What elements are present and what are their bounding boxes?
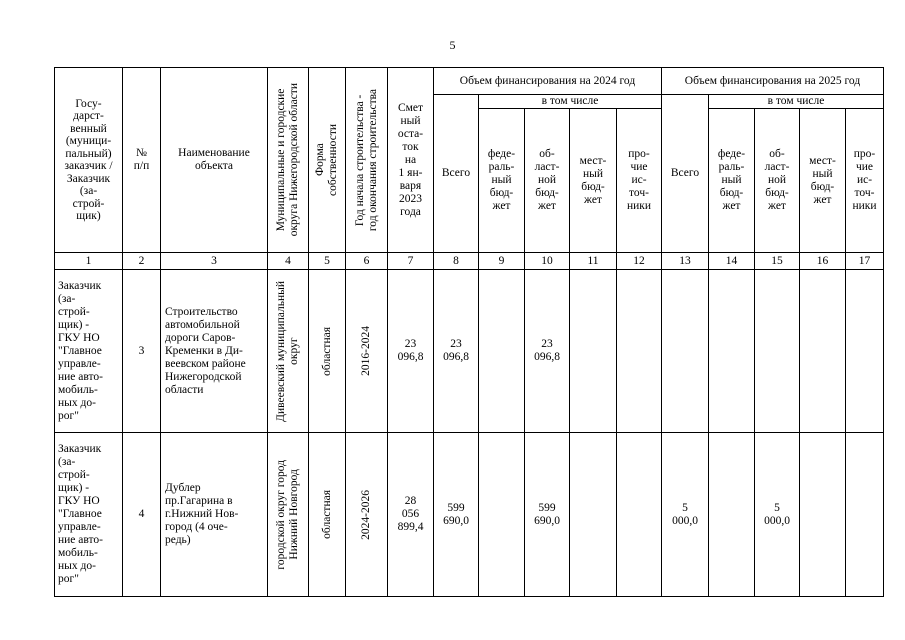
row-regional-2024: 599 690,0: [525, 433, 570, 597]
row-municipal-cell: [268, 270, 309, 433]
header-municipal: Муниципальные и городские округа Нижегородской области: [275, 83, 300, 237]
column-number: 15: [755, 253, 800, 270]
row-other-2024: [617, 433, 662, 597]
row-local-2024: [570, 433, 617, 597]
row-num: 4: [123, 433, 161, 597]
row-customer: Заказчик (за- строй- щик) - ГКУ НО "Главное управле- ние авто- мобиль- ных до- рог": [55, 433, 123, 597]
header-other-2025: про- чие ис- точ- ники: [846, 109, 884, 253]
header-including-2025: в том числе: [709, 95, 884, 109]
header-years-cell: [346, 68, 388, 253]
row-ownership-cell: [309, 433, 346, 597]
row-local-2025: [800, 270, 846, 433]
header-including-2024: в том числе: [479, 95, 662, 109]
page-number: 5: [449, 38, 456, 52]
row-other-2024: [617, 270, 662, 433]
header-total-2025: Всего: [662, 95, 709, 253]
row-total-2024: 23 096,8: [434, 270, 479, 433]
header-funding-2024: Объем финансирования на 2024 год: [434, 68, 662, 95]
table-row: [55, 433, 884, 597]
header-federal-2024: феде- раль- ный бюд- жет: [479, 109, 525, 253]
row-ownership: областная: [320, 326, 333, 376]
row-regional-2025: [755, 270, 800, 433]
header-municipal-cell: [268, 68, 309, 253]
column-number: 11: [570, 253, 617, 270]
table-row: [55, 270, 884, 433]
header-customer: Госу- дарст- венный (муници- пальный) заказчик / Заказчик (за- строй- щик): [55, 68, 123, 253]
column-number: 4: [268, 253, 309, 270]
row-regional-2024: 23 096,8: [525, 270, 570, 433]
column-number: 9: [479, 253, 525, 270]
header-regional-2024: об- ласт- ной бюд- жет: [525, 109, 570, 253]
header-object-name: Наименование объекта: [161, 68, 268, 253]
header-total-2024: Всего: [434, 95, 479, 253]
row-municipal-cell: [268, 433, 309, 597]
row-municipal: городской округ город Нижний Новгород: [275, 459, 300, 570]
column-number: 2: [123, 253, 161, 270]
column-number: 13: [662, 253, 709, 270]
row-customer: Заказчик (за- строй- щик) - ГКУ НО "Главное управле- ние авто- мобиль- ных до- рог": [55, 270, 123, 433]
column-numbers-row: [55, 253, 884, 270]
column-number: 16: [800, 253, 846, 270]
column-number: 14: [709, 253, 755, 270]
header-other-2024: про- чие ис- точ- ники: [617, 109, 662, 253]
row-federal-2024: [479, 433, 525, 597]
row-total-2025: 5 000,0: [662, 433, 709, 597]
header-local-2025: мест- ный бюд- жет: [800, 109, 846, 253]
row-years-cell: [346, 270, 388, 433]
header-local-2024: мест- ный бюд- жет: [570, 109, 617, 253]
header-regional-2025: об- ласт- ной бюд- жет: [755, 109, 800, 253]
row-estimate: 28 056 899,4: [388, 433, 434, 597]
row-ownership-cell: [309, 270, 346, 433]
header-ownership-cell: [309, 68, 346, 253]
row-total-2024: 599 690,0: [434, 433, 479, 597]
column-number: 7: [388, 253, 434, 270]
column-number: 10: [525, 253, 570, 270]
row-local-2024: [570, 270, 617, 433]
row-object-name: Дублер пр.Гагарина в г.Нижний Нов- город (4 оче- редь): [161, 433, 268, 597]
row-ownership: областная: [320, 490, 333, 539]
row-years: 2016-2024: [360, 326, 372, 376]
column-number: 1: [55, 253, 123, 270]
row-years-cell: [346, 433, 388, 597]
header-funding-2025: Объем финансирования на 2025 год: [662, 68, 884, 95]
column-number: 5: [309, 253, 346, 270]
row-other-2025: [846, 270, 884, 433]
row-other-2025: [846, 433, 884, 597]
column-number: 6: [346, 253, 388, 270]
row-object-name: Строительство автомобильной дороги Саров- Кременки в Ди- веевском районе Нижегородской области: [161, 270, 268, 433]
row-regional-2025: 5 000,0: [755, 433, 800, 597]
row-municipal: Дивеевский муниципальный округ: [275, 280, 300, 422]
row-local-2025: [800, 433, 846, 597]
column-number: 8: [434, 253, 479, 270]
row-estimate: 23 096,8: [388, 270, 434, 433]
row-years: 2024-2026: [360, 489, 372, 540]
row-federal-2024: [479, 270, 525, 433]
header-ownership: Форма собственности: [314, 124, 339, 196]
header-years: Год начала строительства - год окончания строительства: [353, 88, 379, 232]
row-federal-2025: [709, 433, 755, 597]
financing-table: [54, 67, 884, 597]
row-federal-2025: [709, 270, 755, 433]
header-federal-2025: феде- раль- ный бюд- жет: [709, 109, 755, 253]
column-number: 3: [161, 253, 268, 270]
header-estimate: Смет ный оста- ток на 1 ян- варя 2023 года: [388, 68, 434, 253]
row-num: 3: [123, 270, 161, 433]
row-total-2025: [662, 270, 709, 433]
header-num: № п/п: [123, 68, 161, 253]
column-number: 17: [846, 253, 884, 270]
column-number: 12: [617, 253, 662, 270]
